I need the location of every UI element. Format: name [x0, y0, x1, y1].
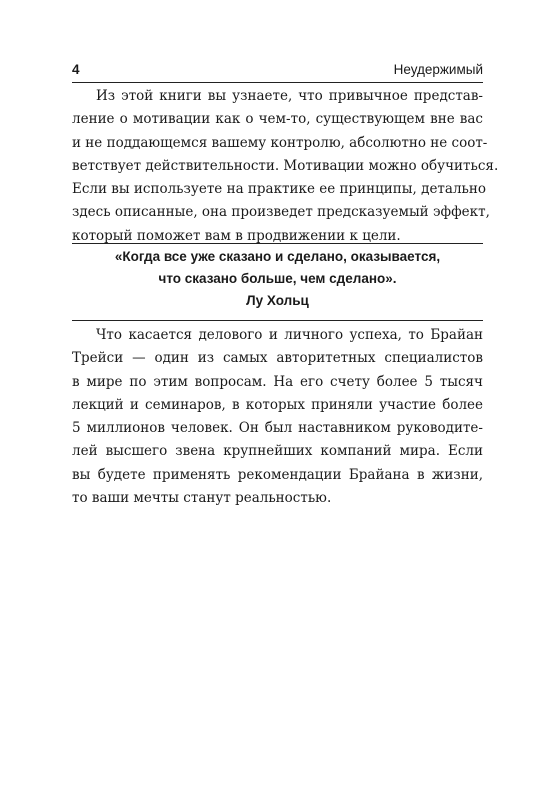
paragraph-line: то ваши мечты станут реальностью. — [72, 490, 332, 507]
paragraph-line: ветствует действительности. Мотивации можно обучиться. — [72, 157, 499, 174]
epigraph-quote — [72, 246, 483, 312]
paragraph-line: лекций и семинаров, в которых приняли участие более — [72, 396, 483, 413]
paragraph-line: Из этой книги вы узнаете, что привычное представ- — [96, 88, 483, 104]
paragraph-line: здесь описанные, она произведет предсказуемый эффект, — [72, 204, 490, 221]
paragraph-intro — [72, 85, 499, 248]
page-number: 4 — [72, 62, 80, 77]
paragraph-line: вы будете применять рекомендации Брайана в жизни, — [72, 466, 483, 483]
paragraph-line: и не поддающемся вашему контролю, абсолютно не соот- — [72, 134, 488, 151]
paragraph-line: Если вы используете на практике ее принципы, детально — [72, 181, 486, 198]
page-header — [72, 56, 483, 83]
running-title: Неудержимый — [393, 62, 483, 77]
paragraph-line: лей высшего звена крупнейших компаний мира. Если — [72, 443, 483, 460]
quote-line: «Когда все уже сказано и сделано, оказывается, — [114, 249, 441, 264]
paragraph-line: 5 миллионов человек. Он был наставником руководите- — [72, 420, 483, 437]
paragraph-about-author — [72, 324, 483, 510]
paragraph-line: который поможет вам в продвижении к цели. — [72, 227, 401, 244]
quote-divider-bottom — [72, 320, 483, 321]
paragraph-line: Трейси — один из самых авторитетных специалистов — [72, 350, 483, 367]
paragraph-line: Что касается делового и личного успеха, то Брайан — [96, 327, 483, 343]
quote-divider-top — [72, 243, 483, 244]
paragraph-line: в мире по этим вопросам. На его счету более 5 тысяч — [72, 373, 483, 390]
paragraph-line: ление о мотивации как о чем-то, существующем вне вас — [72, 111, 483, 128]
quote-line: что сказано больше, чем сделано». — [158, 271, 397, 286]
quote-author: Лу Хольц — [246, 293, 309, 308]
